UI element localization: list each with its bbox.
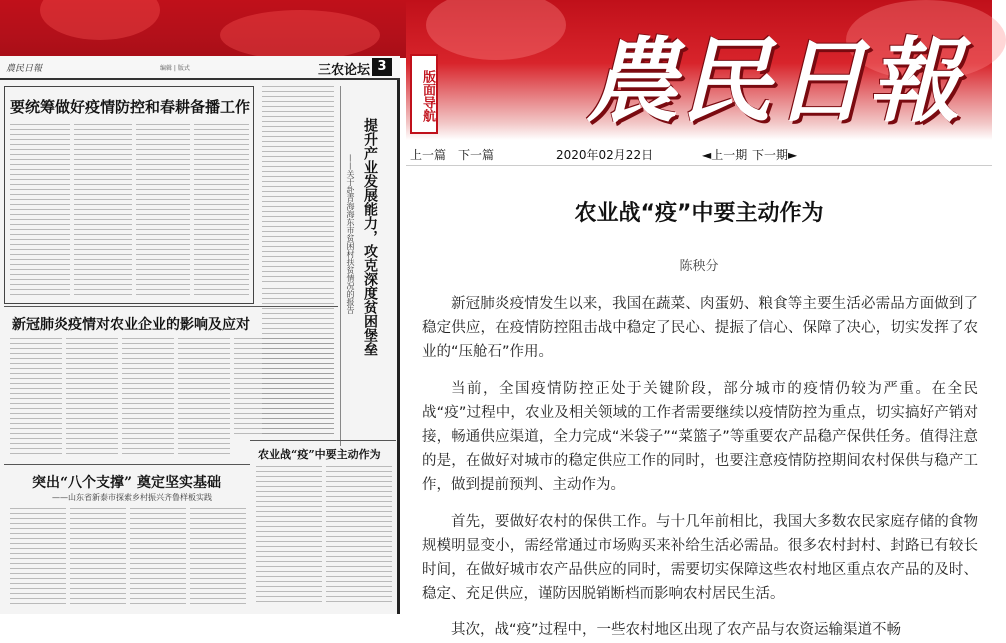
text-column xyxy=(136,124,190,299)
next-issue-label: 下一期 xyxy=(752,148,789,162)
text-column xyxy=(178,338,230,458)
masthead xyxy=(406,0,992,140)
prev-issue-label: 上一期 xyxy=(711,148,748,162)
article-nav-bar xyxy=(406,140,992,166)
article-headline-3[interactable]: 突出“八个支撑” 奠定坚实基础 xyxy=(32,475,221,491)
text-column xyxy=(10,338,62,458)
masthead-logo: 農民日報 xyxy=(586,27,963,135)
article-title: 农业战“疫”中要主动作为 xyxy=(574,201,824,226)
text-column xyxy=(262,86,334,282)
text-column xyxy=(70,508,126,608)
article-headline-2[interactable]: 新冠肺炎疫情对农业企业的影响及应对 xyxy=(12,317,250,333)
text-column xyxy=(10,124,70,299)
column-divider xyxy=(340,86,341,446)
layout-nav-button[interactable]: 版面导航 xyxy=(410,54,438,134)
text-column xyxy=(74,124,132,299)
page-meta: 编辑 | 版式 xyxy=(160,65,190,72)
section-divider xyxy=(250,440,396,441)
banner-highlight xyxy=(40,0,160,40)
section-divider xyxy=(4,464,250,465)
page-number: 3 xyxy=(372,58,392,76)
text-column xyxy=(190,508,246,608)
text-column xyxy=(326,466,392,606)
article-headline-4[interactable]: 农业战“疫”中要主动作为 xyxy=(258,448,381,461)
next-issue-link[interactable]: 下一期► xyxy=(752,148,798,162)
prev-issue-link[interactable]: ◄上一期 xyxy=(702,148,748,162)
article-subheadline-3: ——山东省新泰市探索乡村振兴齐鲁样板实践 xyxy=(52,493,212,502)
article-viewer xyxy=(406,140,992,639)
next-article-link[interactable]: 下一篇 xyxy=(458,148,495,162)
text-column xyxy=(10,508,66,608)
section-divider xyxy=(4,306,338,307)
text-column xyxy=(256,466,322,606)
text-column xyxy=(234,338,334,438)
prev-article-link[interactable]: 上一篇 xyxy=(410,148,447,162)
page-section-title: 三农论坛 xyxy=(318,63,371,78)
article-paragraph: 当前，全国疫情防控正处于关键阶段，部分城市的疫情仍较为严重。在全民战“疫”过程中，农业及相关领域的工作者需要继续以疫情防控为重点，切实搞好产销对接，畅通供应渠道，全力完成“米袋子”“菜篮子”等重要农产品稳产保供任务。值得注意的是，在做好对城市的稳定供应工作的同时，也要注意疫情防控期间农村保供与稳产工作，做到提前预判、主动作为。 xyxy=(422,380,978,494)
page-header xyxy=(0,56,400,80)
text-column xyxy=(130,508,186,608)
article-paragraph: 新冠肺炎疫情发生以来，我国在蔬菜、肉蛋奶、粮食等主要生活必需品方面做到了稳定供应，在疫情防控阻击战中稳定了民心、提振了信心、保障了决心，切实发挥了农业的“压舱石”作用。 xyxy=(422,296,978,361)
nav-divider xyxy=(406,165,992,166)
article-paragraph: 其次，战“疫”过程中，一些农村地区出现了农产品与农资运输渠道不畅 xyxy=(451,622,902,639)
vertical-subheadline: ——关于赴青海海东市贫困村扶贫情况的报告 xyxy=(346,154,355,314)
text-column xyxy=(66,338,118,458)
text-column xyxy=(194,124,249,299)
article-author: 陈秧分 xyxy=(679,259,719,274)
article-body xyxy=(422,292,978,639)
banner-highlight xyxy=(220,10,380,60)
text-column xyxy=(122,338,174,458)
vertical-headline[interactable]: 提升产业发展能力，攻克深度贫困堡垒 xyxy=(362,118,378,356)
issue-date: 2020年02月22日 xyxy=(556,148,654,162)
masthead-highlight xyxy=(426,0,566,60)
newspaper-page[interactable] xyxy=(0,56,400,614)
page-logo: 農民日報 xyxy=(6,64,43,74)
article-paragraph: 首先，要做好农村的保供工作。与十几年前相比，我国大多数农民家庭存储的食物规模明显变小，需经常通过市场购买来补给生活必需品。很多农村封村、封路已有较长时间，在做好城市农产品供应的同时，需要切实保障这些农村地区重点农产品的及时、稳定、充足供应，谨防因脱销断档而影响农村居民生活。 xyxy=(422,513,978,603)
article-headline-1[interactable]: 要统筹做好疫情防控和春耕备播工作 xyxy=(10,98,251,116)
